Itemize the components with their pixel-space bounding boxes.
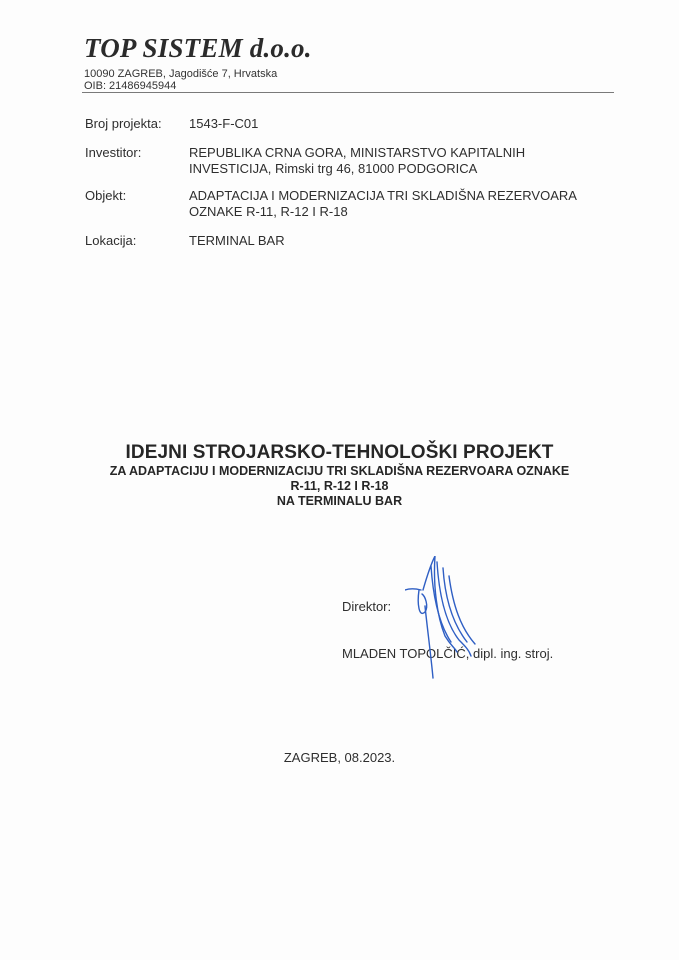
project-number-label: Broj projekta: xyxy=(85,116,162,131)
company-address: 10090 ZAGREB, Jagodišće 7, Hrvatska xyxy=(84,68,278,80)
object-label: Objekt: xyxy=(85,188,127,203)
project-subtitle-line-3: NA TERMINALU BAR xyxy=(276,494,403,508)
object-value xyxy=(189,188,577,220)
project-subtitle-line-1: ZA ADAPTACIJU I MODERNIZACIJU TRI SKLADIŠNA REZERVOARA OZNAKE xyxy=(109,464,570,478)
investor-line-2: INVESTICIJA, Rimski trg 46, 81000 PODGORICA xyxy=(189,161,478,176)
project-title-block xyxy=(0,442,679,509)
investor-line-1: REPUBLIKA CRNA GORA, MINISTARSTVO KAPITALNIH xyxy=(189,145,526,160)
company-name: TOP SISTEM d.o.o. xyxy=(84,33,312,63)
company-oib: OIB: 21486945944 xyxy=(84,80,177,92)
object-line-2: OZNAKE R-11, R-12 I R-18 xyxy=(189,204,348,219)
project-title: IDEJNI STROJARSKO-TEHNOLOŠKI PROJEKT xyxy=(125,442,554,463)
object-line-1: ADAPTACIJA I MODERNIZACIJA TRI SKLADIŠNA REZERVOARA xyxy=(189,188,577,203)
location-value: TERMINAL BAR xyxy=(189,233,285,248)
project-number-value: 1543-F-C01 xyxy=(189,116,259,131)
investor-label: Investitor: xyxy=(85,145,142,160)
investor-value xyxy=(189,145,525,177)
project-subtitle-line-2: R-11, R-12 I R-18 xyxy=(290,479,389,493)
handwritten-signature-icon xyxy=(405,556,485,681)
place-and-date: ZAGREB, 08.2023. xyxy=(283,750,396,765)
location-label: Lokacija: xyxy=(85,233,137,248)
header-divider xyxy=(82,92,614,93)
director-name: MLADEN TOPOLČIĆ, dipl. ing. stroj. xyxy=(342,646,554,661)
director-label: Direktor: xyxy=(342,599,392,614)
